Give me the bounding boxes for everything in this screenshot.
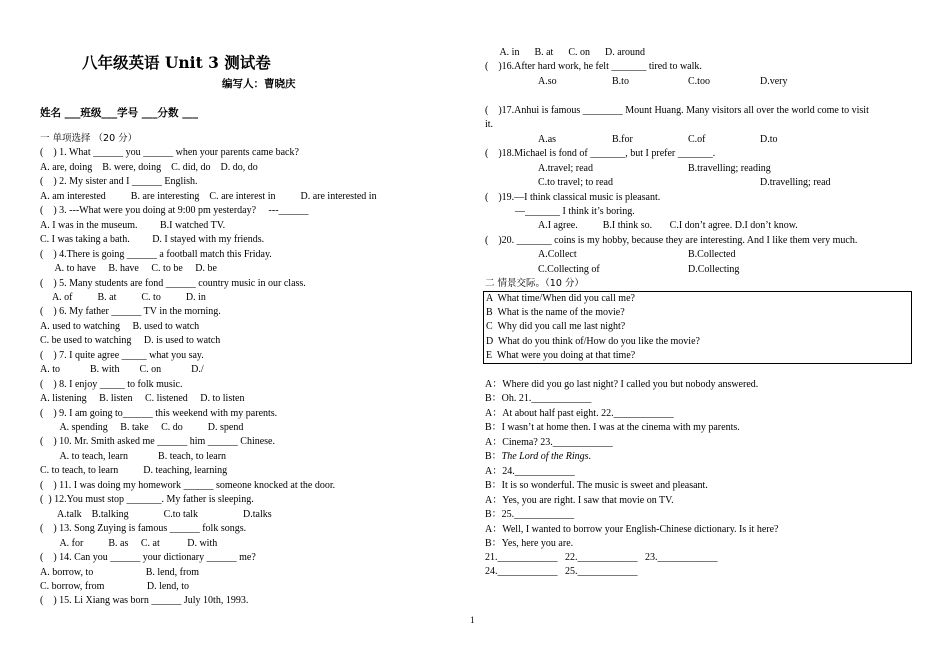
movie-title: The Lord of the Rings <box>501 451 589 463</box>
answer-blanks-line: 24.____________ 25.____________ <box>485 566 638 578</box>
answer-option: B.for <box>612 133 633 145</box>
dialog-option: E What were you doing at that time? <box>486 349 636 361</box>
dialog-options-box <box>483 291 912 364</box>
question-line: ( ) 8. I enjoy _____ to folk music. <box>40 378 183 390</box>
question-line: A. in B. at C. on D. around <box>485 47 645 58</box>
question-line: C. to teach, to learn D. teaching, learning <box>40 465 228 477</box>
question-line: ( ) 11. I was doing my homework ______ someone knocked at the door. <box>40 479 336 491</box>
answer-option: C.of <box>688 133 706 145</box>
punctuation: . <box>588 451 592 463</box>
question-line: ( )19.—I think classical music is pleasant. <box>485 191 661 203</box>
dialog-option: C Why did you call me last night? <box>486 321 626 333</box>
question-line: ( )18.Michael is fond of _______, but I prefer _______. <box>485 148 716 160</box>
dialog-line: A：Well, I wanted to borrow your English-Chinese dictionary. Is it here? <box>485 523 779 535</box>
answer-option: A.so <box>538 75 557 87</box>
question-line: A. to have B. have C. to be D. be <box>40 263 217 275</box>
question-line: A. I was in the museum. B.I watched TV. <box>40 219 226 231</box>
question-line: A. am interested B. are interesting C. are interest in D. are interested in <box>40 190 377 202</box>
answer-option: B.Collected <box>688 249 736 261</box>
dialog-option: B What is the name of the movie? <box>486 307 625 319</box>
dialog-option: D What do you think of/How do you like the movie? <box>486 335 700 347</box>
question-line: ( ) 5. Many students are fond ______ country music in our class. <box>40 277 306 289</box>
question-line: ( )16.After hard work, he felt _______ tired to walk. <box>485 61 702 73</box>
section-heading: 二 情景交际。（10 分） <box>485 278 584 290</box>
question-line: ( ) 6. My father ______ TV in the morning. <box>40 306 221 318</box>
author-line: 编写人：曹晓庆 <box>222 78 296 90</box>
exam-title: 八年级英语 Unit 3 测试卷 <box>82 53 271 72</box>
dialog-line: B：25.____________ <box>485 509 575 521</box>
question-line: A. are, doing B. were, doing C. did, do D. do, do <box>40 161 258 173</box>
question-line: —_______ I think it’s boring. <box>485 205 635 217</box>
answer-option: D.to <box>760 133 778 145</box>
speaker-label: B： <box>485 451 502 463</box>
dialog-line: B：Yes, here you are. <box>485 537 574 549</box>
question-line: ( ) 14. Can you ______ your dictionary ______ me? <box>40 552 256 564</box>
dialog-line: B：Oh. 21.____________ <box>485 393 592 405</box>
dialog-line: B：I wasn’t at home then. I was at the cinema with my parents. <box>485 422 740 434</box>
dialog-line: A：At about half past eight. 22.____________ <box>485 407 674 419</box>
student-info-line: 姓名 ___班级___学号 ___分数 ___ <box>40 107 198 119</box>
question-line: A. listening B. listen C. listened D. to listen <box>40 393 245 405</box>
question-line: ( ) 3. ---What were you doing at 9:00 pm yesterday? ---______ <box>40 205 309 217</box>
answer-option: D.very <box>760 75 788 87</box>
dialog-line: A：Where did you go last night? I called you but nobody answered. <box>485 379 759 390</box>
answer-option: A.as <box>538 133 557 145</box>
dialog-line: B：It is so wonderful. The music is sweet and pleasant. <box>485 480 708 492</box>
question-line: A. used to watching B. used to watch <box>40 320 200 332</box>
answer-option: A.Collect <box>538 249 577 261</box>
question-line: A. borrow, to B. lend, from <box>40 566 200 578</box>
question-line: A. to B. with C. on D./ <box>40 364 204 376</box>
question-line: A. of B. at C. to D. in <box>40 291 206 303</box>
question-line: A. spending B. take C. do D. spend <box>40 422 244 433</box>
dialog-line <box>485 451 591 463</box>
question-line: ( )20. _______ coins is my hobby, because they are interesting. And I like them very much. <box>485 234 858 246</box>
question-line: ( ) 12.You must stop _______. My father is sleeping. <box>40 494 254 506</box>
answer-option: A.travel; read <box>538 162 593 174</box>
question-line: C. I was taking a bath. D. I stayed with my friends. <box>40 234 265 246</box>
question-line: ( ) 15. Li Xiang was born ______ July 10th, 1993. <box>40 595 249 607</box>
dialog-line: A：Yes, you are right. I saw that movie on TV. <box>485 494 674 506</box>
answer-option: B.to <box>612 75 629 87</box>
question-line: ( ) 4.There is going ______ a football match this Friday. <box>40 248 272 260</box>
answer-option: C.to travel; to read <box>538 177 613 189</box>
question-line: ( ) 13. Song Zuying is famous ______ folk songs. <box>40 523 247 535</box>
page-number: 1 <box>470 615 475 625</box>
question-line: A. to teach, learn B. teach, to learn <box>40 450 227 462</box>
answer-option: A.I agree. B.I think so. C.I don’t agree. D.I don’t know. <box>538 220 798 232</box>
answer-option: D.Collecting <box>688 263 740 275</box>
question-line: A.talk B.talking C.to talk D.talks <box>40 508 272 520</box>
answer-blanks-line: 21.____________ 22.____________ 23.____________ <box>485 552 718 563</box>
dialog-option: A What time/When did you call me? <box>486 293 635 304</box>
answer-option: C.too <box>688 75 710 87</box>
question-line: ( )17.Anhui is famous ________ Mount Huang. Many visitors all over the world come to visit <box>485 104 869 116</box>
question-line: ( ) 10. Mr. Smith asked me ______ him ______ Chinese. <box>40 436 275 448</box>
question-line: C. borrow, from D. lend, to <box>40 580 190 592</box>
dialog-line: A：Cinema? 23.____________ <box>485 436 613 448</box>
question-line: A. for B. as C. at D. with <box>40 537 218 549</box>
answer-option: B.travelling; reading <box>688 162 771 174</box>
dialog-line: A：24.____________ <box>485 465 575 477</box>
question-line: ( ) 7. I quite agree _____ what you say. <box>40 349 204 361</box>
question-line: ( ) 9. I am going to______ this weekend with my parents. <box>40 407 278 419</box>
question-line: C. be used to watching D. is used to watch <box>40 335 221 347</box>
section-heading: 一 单项选择 （20 分） <box>40 133 138 144</box>
answer-option: D.travelling; read <box>760 177 831 189</box>
answer-option: C.Collecting of <box>538 263 600 275</box>
question-line: it. <box>485 119 494 131</box>
question-line: ( ) 2. My sister and I ______ English. <box>40 176 198 188</box>
question-line: ( ) 1. What ______ you ______ when your parents came back? <box>40 147 299 159</box>
